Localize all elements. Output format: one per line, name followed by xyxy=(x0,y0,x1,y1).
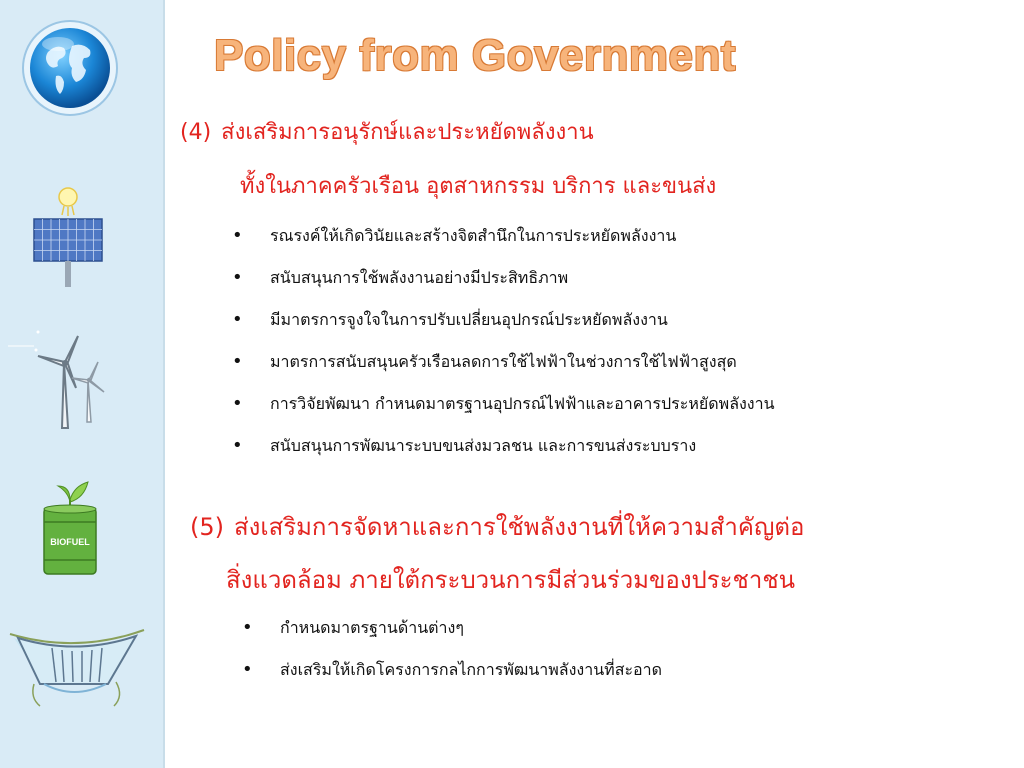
biofuel-label: BIOFUEL xyxy=(50,537,90,547)
hydro-dam-icon xyxy=(4,620,150,710)
section-4-bullet-list xyxy=(232,222,775,474)
biofuel-barrel-icon xyxy=(36,470,104,580)
list-item: • มาตรการสนับสนุนครัวเรือนลดการใช้ไฟฟ้าในช่วงการใช้ไฟฟ้าสูงสุด xyxy=(232,348,775,390)
section-4-heading-line-2: ทั้งในภาคครัวเรือน อุตสาหกรรม บริการ และขนส่ง xyxy=(240,174,717,199)
section-4-heading-line-1 xyxy=(180,116,594,150)
page-title: Policy from Government xyxy=(214,31,737,80)
wind-turbine-icon xyxy=(8,322,120,432)
list-item: • มีมาตรการจูงใจในการปรับเปลี่ยนอุปกรณ์ประหยัดพลังงาน xyxy=(232,306,775,348)
list-item: • สนับสนุนการพัฒนาระบบขนส่งมวลชน และการขนส่งระบบราง xyxy=(232,432,775,474)
list-item: • สนับสนุนการใช้พลังงานอย่างมีประสิทธิภาพ xyxy=(232,264,775,306)
section-4-number: (4) xyxy=(180,120,212,145)
section-5-heading-line-2: สิ่งแวดล้อม ภายใต้กระบวนการมีส่วนร่วมของประชาชน xyxy=(226,566,796,594)
list-item: • กำหนดมาตรฐานด้านต่างๆ xyxy=(242,614,662,656)
section-5-heading-text: ส่งเสริมการจัดหาและการใช้พลังงานที่ให้ความสำคัญต่อ xyxy=(234,513,805,541)
globe-icon xyxy=(20,18,120,118)
section-5-heading-line-1 xyxy=(190,509,804,545)
sidebar xyxy=(0,0,165,768)
solar-panel-icon xyxy=(28,185,108,290)
section-4-heading-text: ส่งเสริมการอนุรักษ์และประหยัดพลังงาน xyxy=(221,120,594,145)
list-item: • การวิจัยพัฒนา กำหนดมาตรฐานอุปกรณ์ไฟฟ้าและอาคารประหยัดพลังงาน xyxy=(232,390,775,432)
section-5-number: (5) xyxy=(190,513,224,541)
list-item: • ส่งเสริมให้เกิดโครงการกลไกการพัฒนาพลังงานที่สะอาด xyxy=(242,656,662,698)
list-item: • รณรงค์ให้เกิดวินัยและสร้างจิตสำนึกในการประหยัดพลังงาน xyxy=(232,222,775,264)
section-5-bullet-list xyxy=(242,614,662,698)
